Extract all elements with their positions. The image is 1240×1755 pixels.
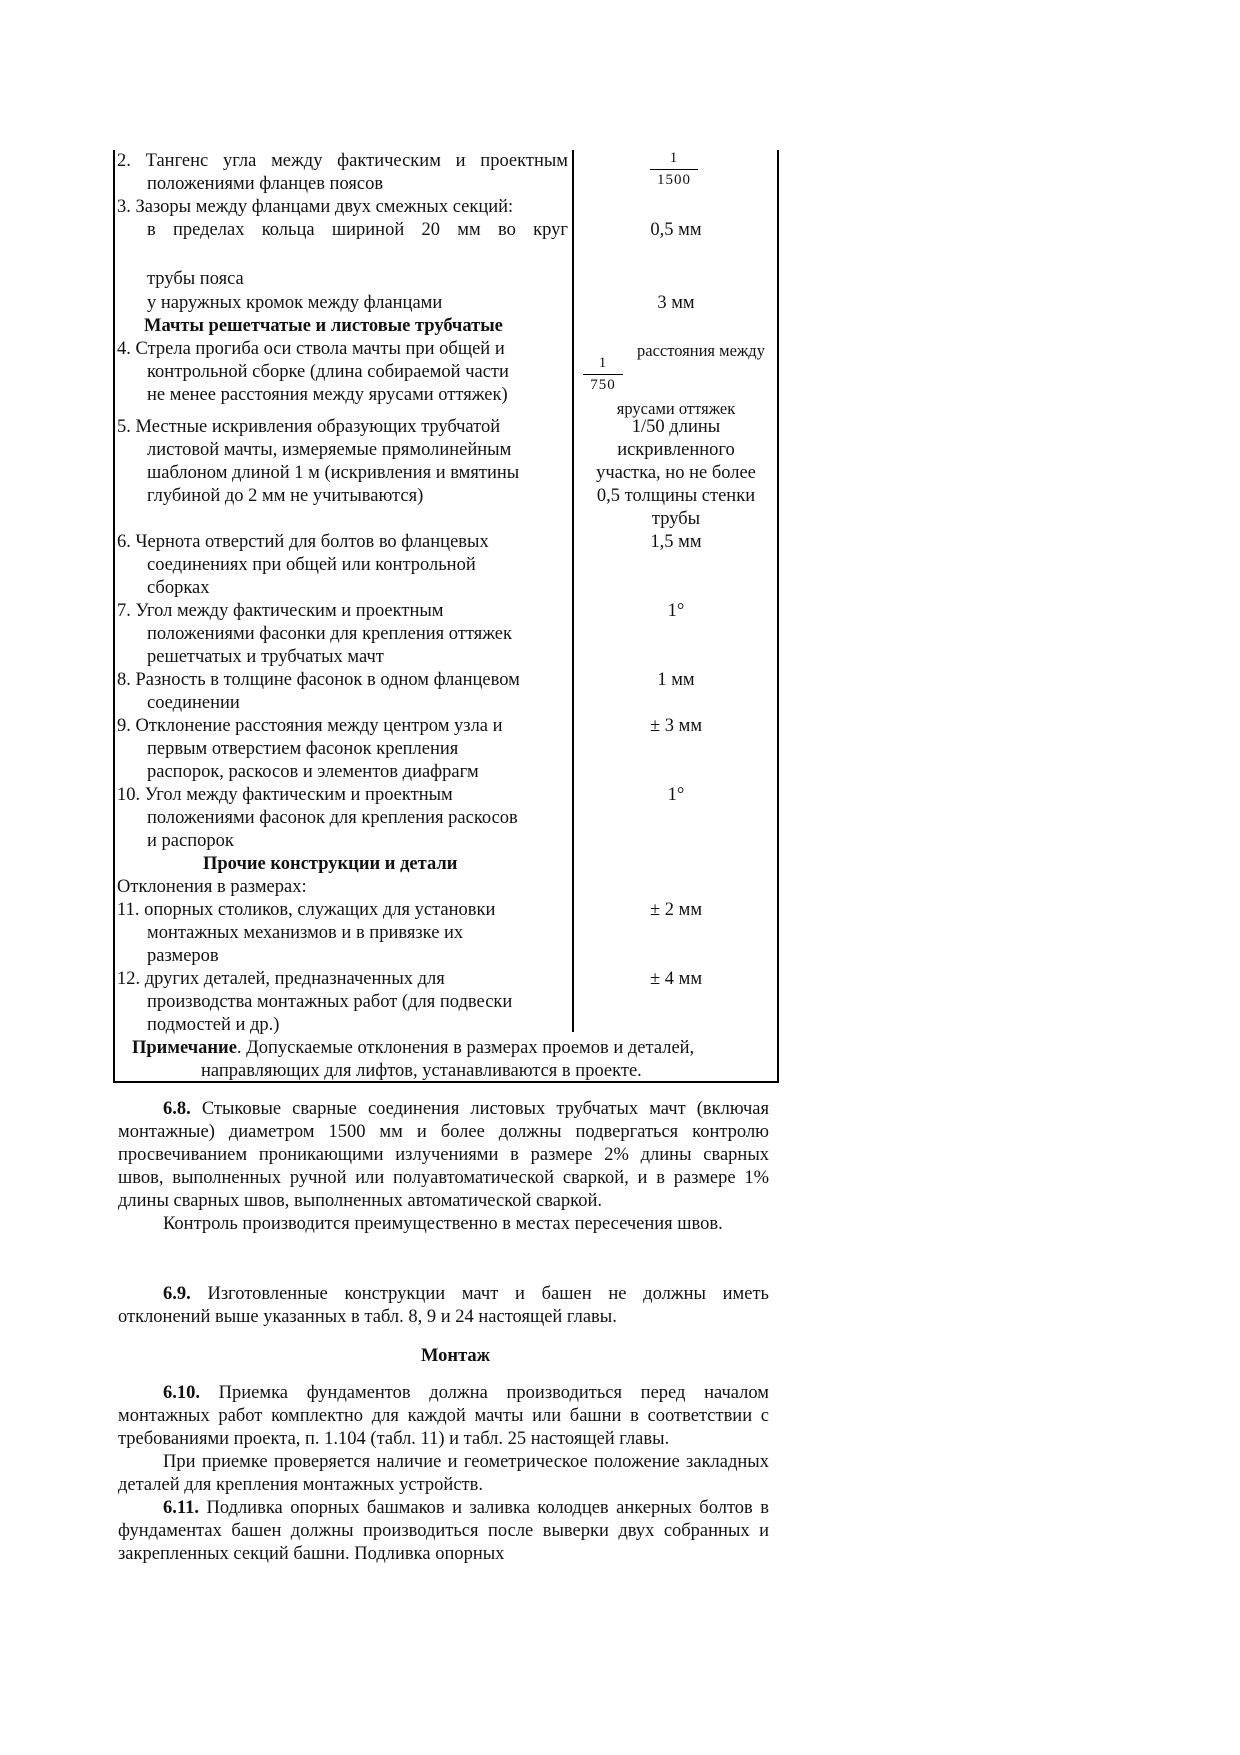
value-cell: трубы bbox=[651, 509, 701, 529]
table-row: 5. Местные искривления образующих трубчатой bbox=[117, 417, 501, 437]
note-text: . Допускаемые отклонения в размерах проемов и деталей, bbox=[236, 1038, 695, 1058]
section-heading: Прочие конструкции и детали bbox=[203, 854, 458, 874]
value-cell: 1 мм bbox=[657, 670, 695, 690]
section-heading: Мачты решетчатые и листовые трубчатые bbox=[144, 316, 503, 336]
fraction-numerator: 1 bbox=[669, 150, 679, 166]
table-row: размеров bbox=[147, 946, 219, 966]
section-title: Монтаж bbox=[420, 1346, 491, 1366]
value-cell: участка, но не более bbox=[596, 463, 756, 483]
table-row: решетчатых и трубчатых мачт bbox=[147, 647, 384, 667]
table-row: производства монтажных работ (для подвески bbox=[147, 992, 513, 1012]
table-row: распорок, раскосов и элементов диафрагм bbox=[147, 762, 479, 782]
value-cell: 0,5 толщины стенки bbox=[596, 486, 756, 506]
table-row: у наружных кромок между фланцами bbox=[147, 293, 443, 313]
fraction-denominator: 750 bbox=[590, 377, 616, 393]
table-note: направляющих для лифтов, устанавливаются в проекте. bbox=[201, 1061, 642, 1081]
value-cell: 1/50 длины bbox=[631, 417, 721, 437]
table-row: Отклонения в размерах: bbox=[117, 877, 307, 897]
value-cell: 1° bbox=[667, 785, 685, 805]
value-cell: ярусами оттяжек bbox=[616, 399, 736, 418]
value-cell: расстояния между bbox=[637, 341, 765, 360]
clause-text: Приемка фундаментов должна производиться перед началом монтажных работ комплектно для каждой мачты или башни в соответствии с требованиями проекта, п. 1.104 (табл. 11) и табл. 25 настоящей главы. bbox=[118, 1383, 769, 1449]
table-row: трубы пояса bbox=[147, 269, 244, 289]
fraction-1-1500 bbox=[650, 150, 698, 189]
clause-number: 6.8. bbox=[163, 1099, 191, 1119]
table-row: 2. Тангенс угла между фактическим и проектным bbox=[117, 151, 568, 171]
fraction-bar bbox=[583, 374, 623, 375]
table-row: и распорок bbox=[147, 831, 234, 851]
fraction-denominator: 1500 bbox=[657, 172, 691, 188]
paragraph-6-10 bbox=[118, 1382, 769, 1566]
table-row: 3. Зазоры между фланцами двух смежных секций: bbox=[117, 197, 514, 217]
table-row: сборках bbox=[147, 578, 210, 598]
table-row: шаблоном длиной 1 м (искривления и вмятины bbox=[147, 463, 520, 483]
table-row: 8. Разность в толщине фасонок в одном фланцевом bbox=[117, 670, 520, 690]
clause-number: 6.9. bbox=[163, 1284, 191, 1304]
table-row: положениями фасонки для крепления оттяжек bbox=[147, 624, 512, 644]
clause-text: Подливка опорных башмаков и заливка колодцев анкерных болтов в фундаментах башен должны производиться после выверки двух собранных и закрепленных секций башни. Подливка опорных bbox=[118, 1498, 769, 1564]
table-row: глубиной до 2 мм не учитываются) bbox=[147, 486, 424, 506]
fraction-1-750 bbox=[583, 355, 623, 394]
table-row: 9. Отклонение расстояния между центром узла и bbox=[117, 716, 503, 736]
table-note bbox=[132, 1037, 694, 1060]
table-right-border bbox=[777, 150, 779, 1083]
table-row: подмостей и др.) bbox=[147, 1015, 280, 1035]
table-row: монтажных механизмов и в привязке их bbox=[147, 923, 464, 943]
fraction-numerator: 1 bbox=[598, 355, 608, 371]
clause-text: Стыковые сварные соединения листовых трубчатых мачт (включая монтажные) диаметром 1500 мм и более должны подвергаться контролю просвечиванием проникающими излучениями в размере 2% длины сварных швов, выполненных ручной или полуавтоматической сваркой, и в размере 1% длины сварных швов, выполненных автоматической сваркой. bbox=[118, 1099, 769, 1211]
clause-number: 6.10. bbox=[163, 1383, 200, 1403]
value-cell: искривленного bbox=[617, 440, 735, 460]
table-row: положениями фасонок для крепления раскосов bbox=[147, 808, 518, 828]
value-cell: ± 3 мм bbox=[649, 716, 703, 736]
clause-text: Изготовленные конструкции мачт и башен не должны иметь отклонений выше указанных в табл. 8, 9 и 24 настоящей главы. bbox=[118, 1284, 769, 1327]
table-row: соединении bbox=[147, 693, 240, 713]
paragraph-text: Контроль производится преимущественно в местах пересечения швов. bbox=[163, 1214, 723, 1234]
table-row: 11. опорных столиков, служащих для установки bbox=[117, 900, 496, 920]
table-left-border bbox=[113, 150, 115, 1083]
table-row: 7. Угол между фактическим и проектным bbox=[117, 601, 444, 621]
table-row: положениями фланцев поясов bbox=[147, 174, 384, 194]
paragraph-6-8 bbox=[118, 1098, 769, 1236]
table-row: соединениях при общей или контрольной bbox=[147, 555, 476, 575]
value-cell: 1,5 мм bbox=[650, 532, 702, 552]
value-cell: 3 мм bbox=[657, 293, 695, 313]
clause-number: 6.11. bbox=[163, 1498, 199, 1518]
table-row: 4. Стрела прогиба оси ствола мачты при общей и bbox=[117, 339, 505, 359]
paragraph-6-9 bbox=[118, 1283, 769, 1329]
table-row: 6. Чернота отверстий для болтов во фланцевых bbox=[117, 532, 489, 552]
table-column-divider bbox=[572, 150, 574, 1032]
value-cell: 0,5 мм bbox=[650, 220, 702, 240]
fraction-bar bbox=[650, 169, 698, 170]
table-row: в пределах кольца шириной 20 мм во круг bbox=[147, 220, 568, 240]
paragraph-text: При приемке проверяется наличие и геометрическое положение закладных деталей для крепления монтажных устройств. bbox=[118, 1452, 769, 1495]
value-cell: ± 4 мм bbox=[649, 969, 703, 989]
table-row: листовой мачты, измеряемые прямолинейным bbox=[147, 440, 512, 460]
note-label: Примечание bbox=[132, 1038, 237, 1058]
table-row: 12. других деталей, предназначенных для bbox=[117, 969, 445, 989]
value-cell: ± 2 мм bbox=[649, 900, 703, 920]
table-row: 10. Угол между фактическим и проектным bbox=[117, 785, 453, 805]
table-row: контрольной сборке (длина собираемой части bbox=[147, 362, 509, 382]
value-cell: 1° bbox=[667, 601, 685, 621]
table-row: не менее расстояния между ярусами оттяжек) bbox=[147, 385, 508, 405]
table-row: первым отверстием фасонок крепления bbox=[147, 739, 459, 759]
